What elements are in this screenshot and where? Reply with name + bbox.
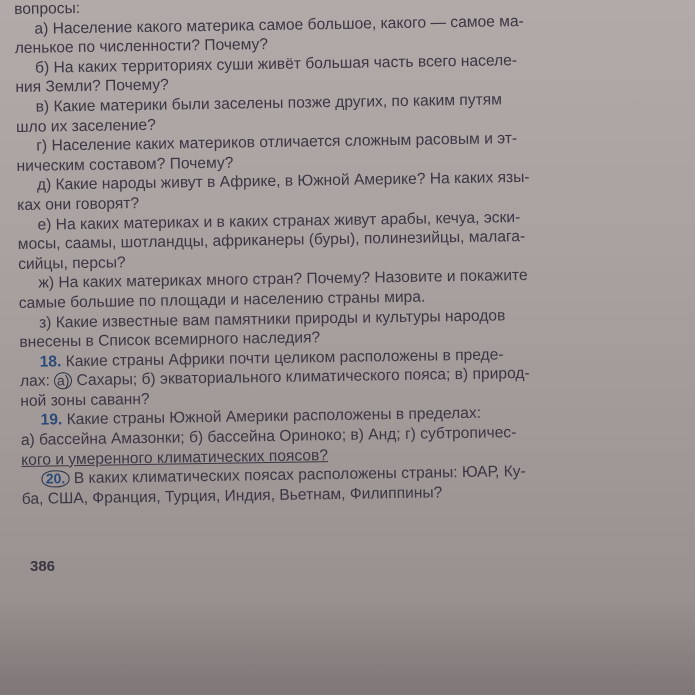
- question-z-line: внесены в Список всемирного наследия?: [19, 329, 321, 352]
- page-shadow: [0, 600, 695, 695]
- question-18-text: Сахары; б) экваториального климатического пояса; в) природ-: [72, 365, 530, 390]
- question-a-line: ленькое по численности? Почему?: [14, 36, 269, 58]
- text-line: вопросы:: [14, 0, 81, 18]
- question-b-line: б) На каких территориях суши живёт большая часть всего населе-: [34, 51, 518, 77]
- question-d-line: д) Какие народы живут в Африке, в Южной Америке? На каких язы-: [36, 169, 530, 195]
- page-number: 386: [30, 558, 56, 575]
- question-e-line: сийцы, персы?: [18, 253, 126, 273]
- question-a-line: а) Население какого материка самое большое, какого — самое ма-: [34, 12, 524, 38]
- question-z-line: з) Какие известные вам памятники природы и культуры народов: [38, 306, 506, 332]
- question-g-line: ническим составом? Почему?: [16, 154, 234, 175]
- question-g-line: г) Население каких материков отличается сложным расовым и эт-: [36, 130, 518, 155]
- question-19-line: а) бассейна Амазонки; б) бассейна Ориноко; в) Анд; г) субтропичес-: [20, 424, 517, 450]
- question-v-line: шло их заселение?: [15, 116, 156, 136]
- question-20-text: В каких климатических поясах расположены страны: ЮАР, Ку-: [69, 463, 526, 488]
- question-zh-line: ж) На каких материках много стран? Почему? Назовите и покажите: [38, 267, 528, 292]
- question-d-line: ках они говорят?: [17, 194, 140, 214]
- question-18-text: Какие страны Африки почти целиком расположены в преде-: [61, 346, 504, 370]
- question-b-line: ния Земли? Почему?: [15, 76, 169, 97]
- question-20-number: 20.: [41, 470, 69, 487]
- question-18-number: 18.: [39, 352, 62, 371]
- question-18-line: ной зоны саванн?: [20, 390, 150, 410]
- question-zh-line: самые большие по площади и населению страны мира.: [18, 288, 426, 312]
- question-e-line: е) На каких материках и в каких странах живут арабы, кечуа, эски-: [37, 208, 521, 234]
- handwritten-underline-text: кого и умеренного климатических поясов?: [21, 446, 329, 469]
- question-18-text: лах:: [19, 372, 55, 391]
- question-19-text: Какие страны Южной Америки расположены в пределах:: [62, 405, 482, 429]
- questions-text: [14, 0, 690, 509]
- question-19-number: 19.: [40, 411, 63, 430]
- question-20-line: ба, США, Франция, Турция, Индия, Вьетнам, Филиппины?: [21, 484, 443, 508]
- question-e-line: мосы, саамы, шотландцы, африканеры (буры), полинезийцы, малага-: [17, 228, 526, 254]
- handwritten-circle-mark: а): [54, 372, 72, 389]
- question-v-line: в) Какие материки были заселены позже других, по каким путям: [35, 91, 502, 116]
